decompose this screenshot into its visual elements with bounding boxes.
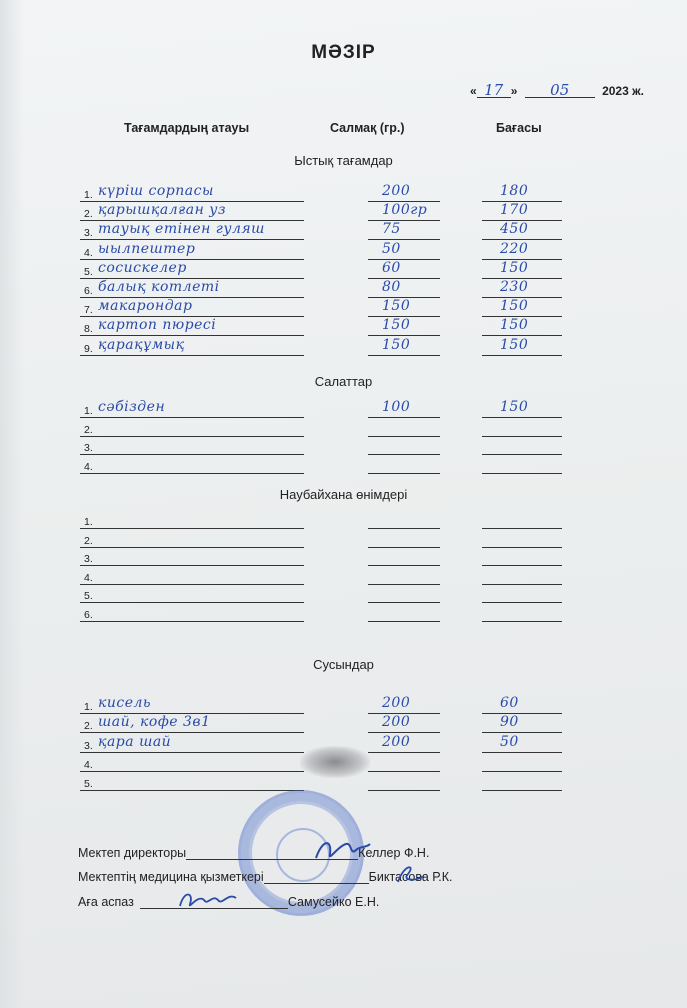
weight-line: [368, 602, 440, 603]
weight-line: [368, 239, 440, 240]
handwritten-name: макарондар: [98, 298, 193, 314]
handwritten-weight: 60: [382, 260, 401, 276]
weight-line: [368, 355, 440, 356]
medic-name: Биктасова Р.К.: [368, 870, 453, 884]
price-line: [482, 417, 562, 418]
price-line: [482, 473, 562, 474]
handwritten-price: 230: [500, 279, 529, 295]
medic-signature: [392, 862, 428, 886]
director-name: Келлер Ф.Н.: [358, 846, 430, 860]
row-number: 7.: [84, 304, 93, 316]
row-number: 9.: [84, 343, 93, 355]
handwritten-weight: 100: [382, 399, 411, 415]
section-title: Ыстық тағамдар: [294, 153, 393, 168]
handwritten-weight: 150: [382, 317, 411, 333]
row-number: 3.: [84, 553, 93, 565]
section-title: Сусындар: [313, 657, 374, 672]
row-number: 6.: [84, 609, 93, 621]
cook-name: Самусейко Е.Н.: [287, 895, 380, 909]
row-number: 3.: [84, 227, 93, 239]
weight-line: [368, 584, 440, 585]
date-month: 05: [525, 83, 595, 98]
row-number: 6.: [84, 285, 93, 297]
handwritten-price: 90: [500, 714, 519, 730]
row-number: 2.: [84, 720, 93, 732]
name-line: [80, 335, 304, 336]
row-number: 2.: [84, 208, 93, 220]
weight-line: [368, 790, 440, 791]
row-number: 5.: [84, 778, 93, 790]
row-number: 2.: [84, 535, 93, 547]
row-number: 1.: [84, 189, 93, 201]
handwritten-weight: 150: [382, 298, 411, 314]
weight-line: [368, 454, 440, 455]
handwritten-price: 220: [500, 241, 529, 257]
row-number: 4.: [84, 461, 93, 473]
page-shadow: [0, 0, 24, 1008]
handwritten-weight: 75: [382, 221, 401, 237]
price-line: [482, 454, 562, 455]
name-line: [80, 732, 304, 733]
name-line: [80, 565, 304, 566]
handwritten-price: 150: [500, 298, 529, 314]
price-line: [482, 528, 562, 529]
handwritten-name: шай, кофе 3в1: [98, 714, 211, 730]
weight-line: [368, 436, 440, 437]
handwritten-weight: 100гр: [382, 202, 428, 218]
handwritten-weight: 150: [382, 337, 411, 353]
weight-line: [368, 565, 440, 566]
medic-signature-line: [264, 871, 369, 884]
handwritten-name: сосискелер: [98, 260, 187, 276]
handwritten-price: 60: [500, 695, 519, 711]
price-line: [482, 547, 562, 548]
name-line: [80, 473, 304, 474]
handwritten-price: 170: [500, 202, 529, 218]
price-line: [482, 771, 562, 772]
row-number: 1.: [84, 516, 93, 528]
name-line: [80, 454, 304, 455]
handwritten-price: 450: [500, 221, 529, 237]
handwritten-price: 50: [500, 734, 519, 750]
row-number: 4.: [84, 759, 93, 771]
date-row: [470, 83, 644, 98]
handwritten-weight: 200: [382, 695, 411, 711]
weight-line: [368, 528, 440, 529]
row-number: 2.: [84, 424, 93, 436]
price-line: [482, 790, 562, 791]
handwritten-price: 150: [500, 337, 529, 353]
handwritten-name: ыылпештер: [98, 241, 196, 257]
date-open-quote: «: [470, 84, 477, 98]
row-number: 4.: [84, 247, 93, 259]
price-line: [482, 584, 562, 585]
cook-signature: [176, 888, 240, 914]
handwritten-name: қарақұмық: [98, 337, 185, 353]
price-line: [482, 752, 562, 753]
weight-line: [368, 220, 440, 221]
price-line: [482, 732, 562, 733]
weight-line: [368, 259, 440, 260]
row-number: 3.: [84, 740, 93, 752]
section-title: Наубайхана өнімдері: [279, 487, 408, 502]
handwritten-price: 150: [500, 260, 529, 276]
row-number: 5.: [84, 266, 93, 278]
price-line: [482, 239, 562, 240]
price-line: [482, 436, 562, 437]
handwritten-price: 180: [500, 183, 529, 199]
price-line: [482, 355, 562, 356]
director-signature: [312, 836, 372, 864]
row-number: 1.: [84, 405, 93, 417]
handwritten-name: қарышқалған уз: [98, 202, 227, 218]
cook-label: Аға аспаз: [78, 895, 134, 909]
name-line: [80, 602, 304, 603]
row-number: 8.: [84, 323, 93, 335]
handwritten-name: картоп пюресі: [98, 317, 217, 333]
date-close-quote: »: [510, 84, 518, 98]
handwritten-name: кисель: [98, 695, 152, 711]
name-line: [80, 752, 304, 753]
name-line: [80, 771, 304, 772]
weight-line: [368, 621, 440, 622]
weight-line: [368, 752, 440, 753]
column-header-name: Тағамдардың атауы: [124, 121, 250, 135]
weight-line: [368, 417, 440, 418]
handwritten-name: күріш сорпасы: [98, 183, 214, 199]
price-line: [482, 335, 562, 336]
weight-line: [368, 732, 440, 733]
column-header-weight: Салмақ (гр.): [330, 121, 405, 135]
name-line: [80, 239, 304, 240]
weight-line: [368, 278, 440, 279]
weight-line: [368, 473, 440, 474]
weight-line: [368, 547, 440, 548]
row-number: 1.: [84, 701, 93, 713]
handwritten-price: 150: [500, 317, 529, 333]
weight-line: [368, 771, 440, 772]
menu-title: МӘЗІР: [311, 42, 376, 63]
handwritten-price: 150: [500, 399, 529, 415]
date-year: 2023 ж.: [602, 84, 644, 98]
medic-label: Мектептің медицина қызметкері: [78, 870, 264, 884]
handwritten-name: сәбізден: [98, 399, 166, 415]
row-number: 4.: [84, 572, 93, 584]
handwritten-weight: 200: [382, 183, 411, 199]
name-line: [80, 417, 304, 418]
handwritten-name: тауық етінен гуляш: [98, 221, 265, 237]
name-line: [80, 547, 304, 548]
price-line: [482, 602, 562, 603]
date-day: 17: [477, 83, 511, 98]
handwritten-name: балық котлеті: [98, 279, 220, 295]
ink-smudge: [300, 746, 370, 778]
price-line: [482, 565, 562, 566]
weight-line: [368, 335, 440, 336]
section-title: Салаттар: [314, 374, 373, 389]
row-number: 5.: [84, 590, 93, 602]
name-line: [80, 436, 304, 437]
name-line: [80, 584, 304, 585]
director-signature-row: [78, 846, 429, 860]
handwritten-weight: 200: [382, 714, 411, 730]
price-line: [482, 621, 562, 622]
column-header-price: Бағасы: [496, 121, 542, 135]
name-line: [80, 790, 304, 791]
handwritten-weight: 200: [382, 734, 411, 750]
name-line: [80, 621, 304, 622]
name-line: [80, 528, 304, 529]
price-line: [482, 713, 562, 714]
handwritten-weight: 50: [382, 241, 401, 257]
name-line: [80, 355, 304, 356]
handwritten-weight: 80: [382, 279, 401, 295]
handwritten-name: қара шай: [98, 734, 172, 750]
director-label: Мектеп директоры: [78, 846, 187, 860]
row-number: 3.: [84, 442, 93, 454]
